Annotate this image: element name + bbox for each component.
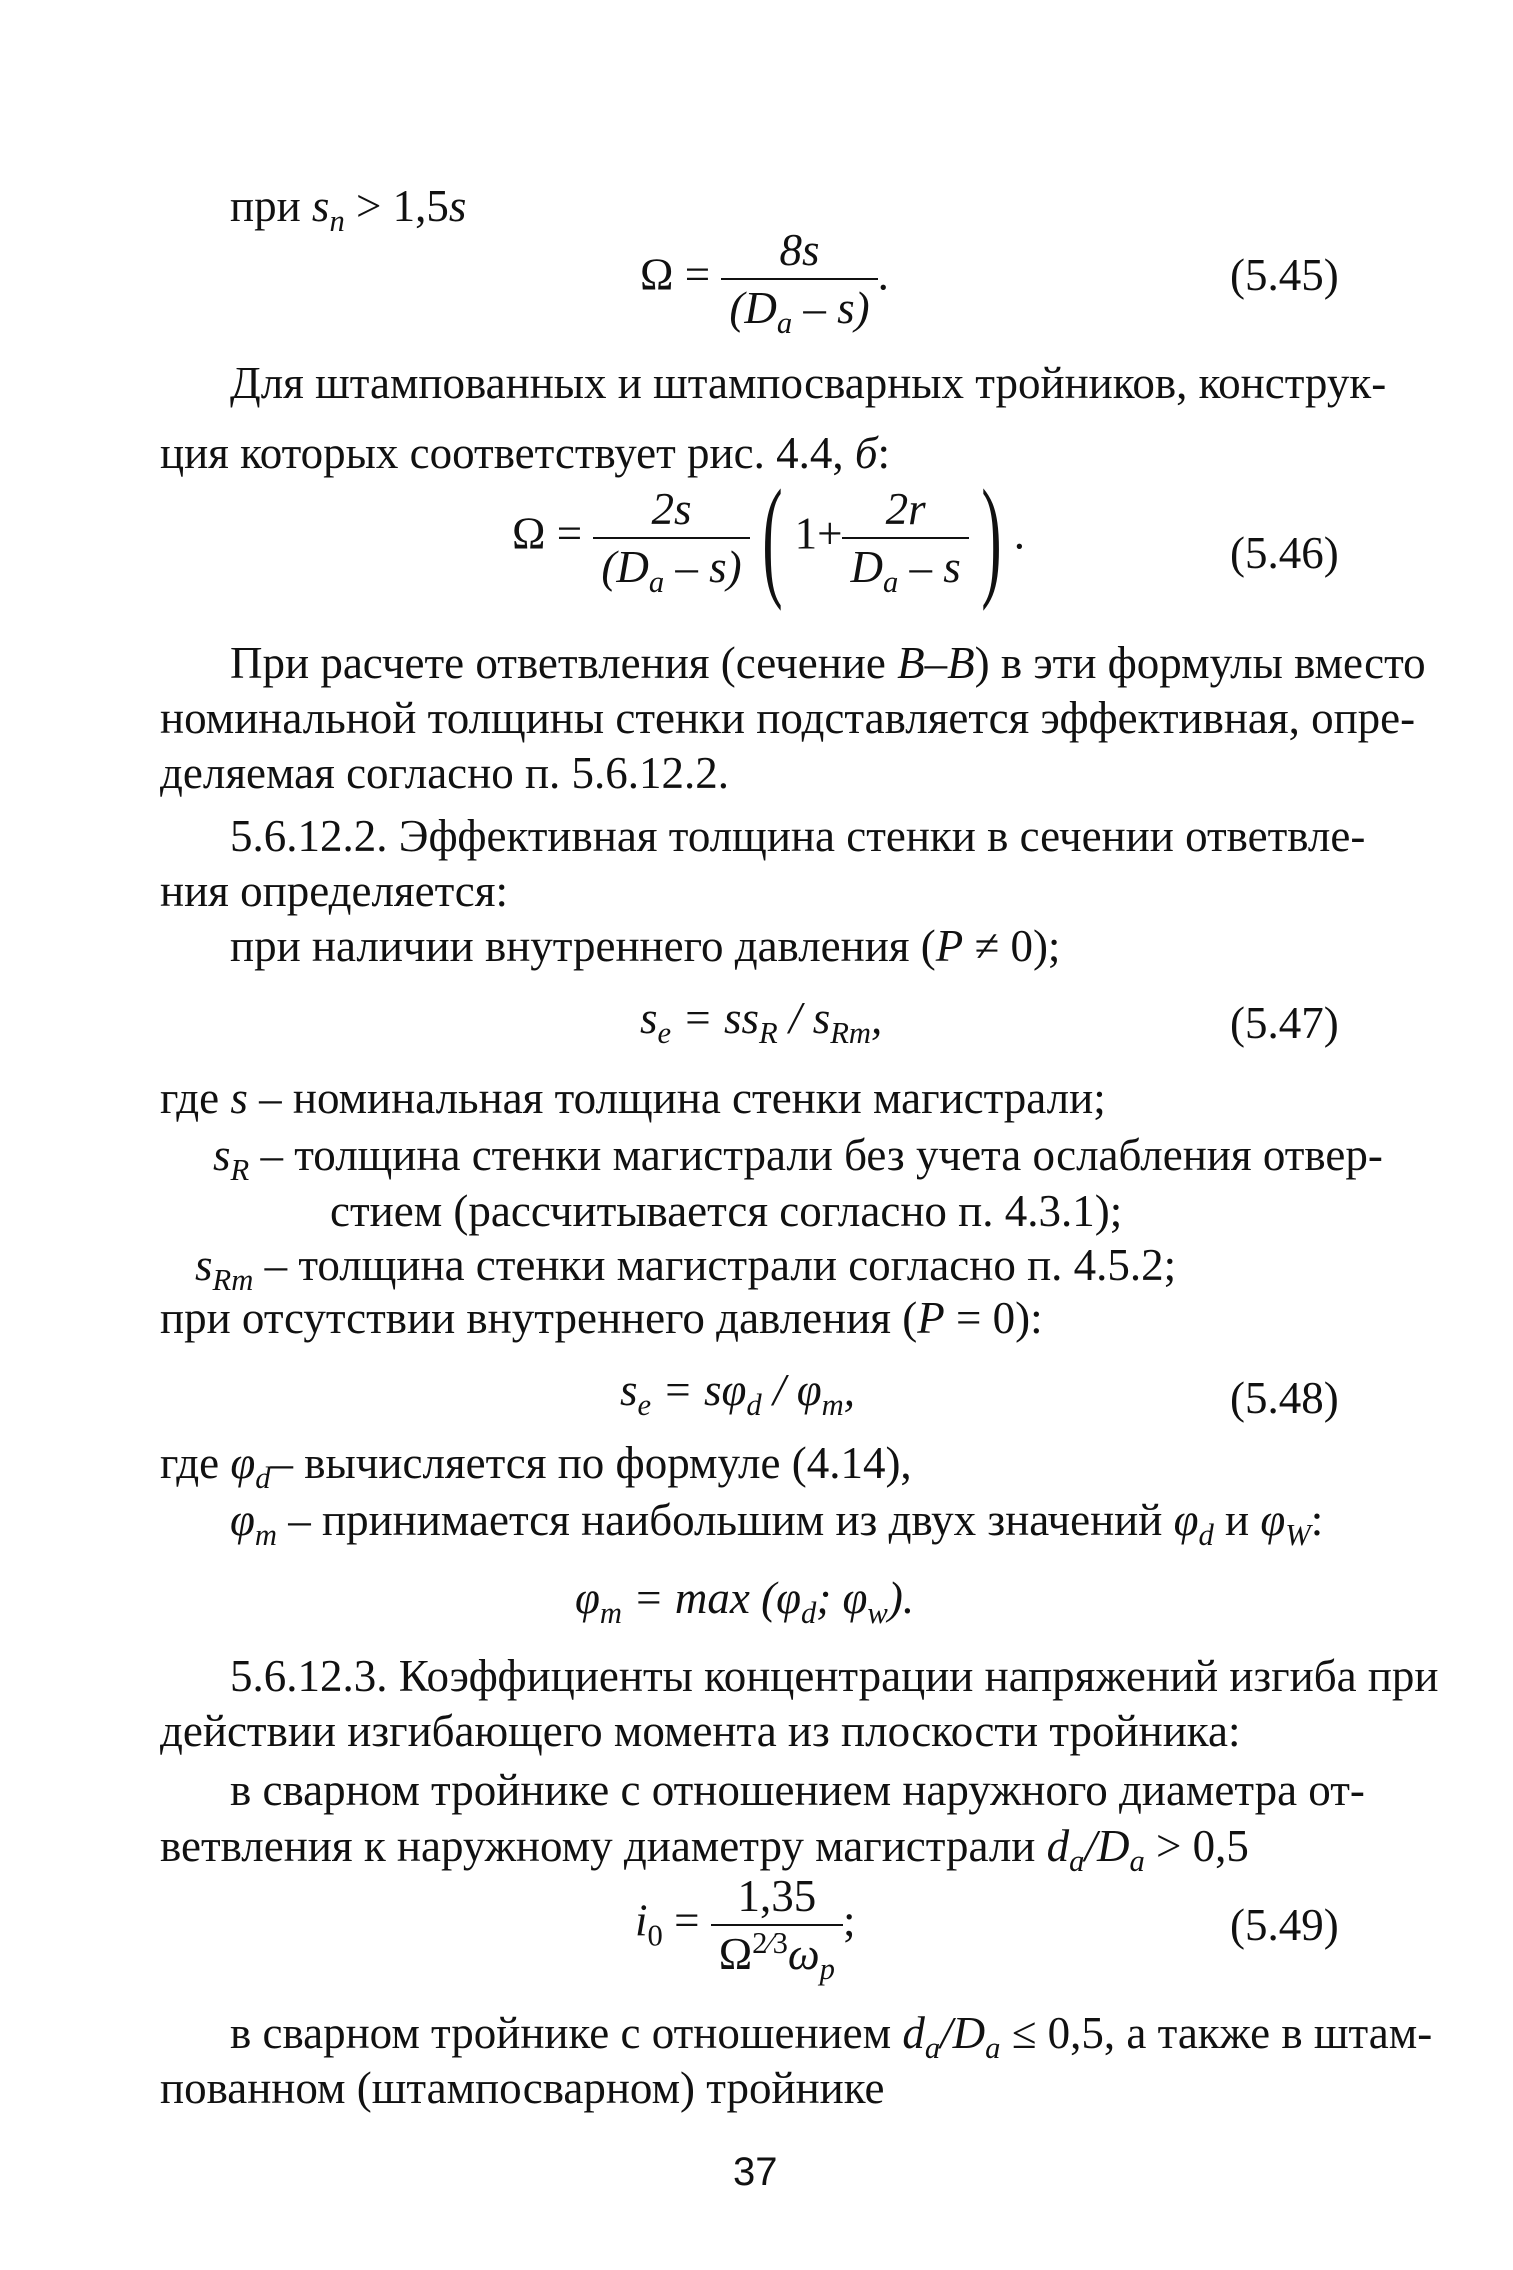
eq-lhs: Ω =	[512, 508, 583, 559]
paragraph-line: действии изгибающего момента из плоскости тройника:	[160, 1706, 1241, 1756]
paragraph-line: деляемая согласно п. 5.6.12.2.	[160, 748, 730, 798]
equation-5-49: $i_0$ = $\frac{1,35}{\Omega^{2⁄3}\omega_p}$ ;	[635, 1868, 855, 1982]
text: > 1,5	[344, 181, 449, 231]
paragraph-line: пованном (штампосварном) тройнике	[160, 2063, 885, 2113]
numerator: 8s	[779, 225, 820, 275]
where-line: стием (рассчитывается согласно п. 4.3.1);	[330, 1186, 1123, 1236]
equation-5-45	[640, 222, 889, 340]
equation-5-47: $s_e = ss_R / s_{Rm}$,	[640, 993, 883, 1050]
paragraph-line: номинальной толщины стенки подставляется эффективная, опре-	[160, 693, 1416, 743]
equation-5-48: $s_e = s\varphi_d / \varphi_m$,	[620, 1365, 855, 1422]
fraction	[721, 222, 877, 340]
paragraph-line: при наличии внутреннего давления (P ≠ 0);	[230, 921, 1061, 971]
right-paren: )	[981, 463, 1002, 612]
paragraph-line: при отсутствии внутреннего давления (P = 0):	[160, 1293, 1043, 1343]
eq-lhs: Ω =	[640, 249, 711, 300]
paragraph-line: 5.6.12.3. Коэффициенты концентрации напряжений изгиба при	[230, 1651, 1439, 1701]
where-line: $\varphi_m$ – принимается наибольшим из двух значений $\varphi_d$ и $\varphi_W$:	[230, 1495, 1324, 1552]
paragraph-line: ния определяется:	[160, 866, 508, 916]
paragraph-line: ция которых соответствует рис. 4.4, б:	[160, 428, 890, 478]
paragraph-line: 5.6.12.2. Эффективная толщина стенки в сечении ответвле-	[230, 811, 1366, 861]
paragraph-line: ветвления к наружному диаметру магистрали $d_a/D_a > 0,5$	[160, 1821, 1249, 1878]
where-line: $s_{Rm}$ – толщина стенки магистрали согласно п. 4.5.2;	[195, 1240, 1177, 1297]
inner-fraction: $\frac{2r}{D_a - s}$	[842, 481, 968, 595]
paragraph-line: в сварном тройнике с отношением наружного диаметра от-	[230, 1765, 1365, 1815]
text: при	[230, 181, 312, 231]
inner-text: 1+	[794, 508, 843, 559]
page-number: 37	[733, 2150, 778, 2194]
fraction: $\frac{1,35}{\Omega^{2⁄3}\omega_p}$	[711, 1868, 843, 1982]
paragraph-line: Для штампованных и штампосварных тройников, конструк-	[230, 358, 1387, 408]
condition-line	[230, 178, 467, 238]
equation-number: (5.47)	[1230, 998, 1339, 1048]
left-paren: (	[761, 463, 783, 612]
var: s	[311, 181, 330, 231]
denominator: $(D_a - s)$	[721, 278, 877, 336]
paragraph-line: в сварном тройнике с отношением $d_a/D_a \le 0,5$, а также в штам-	[230, 2008, 1433, 2065]
equation-5-46: Ω = $\frac{2s}{(D_a - s)}$ ( 1+ $\frac{2r}{D_a - s}$ ) .	[512, 463, 1025, 612]
where-line: где s – номинальная толщина стенки магистрали;	[160, 1073, 1106, 1123]
where-line: $s_R$ – толщина стенки магистрали без учета ослабления отвер-	[213, 1130, 1383, 1187]
where-line: где $\varphi_d-$ вычисляется по формуле (4.14),	[160, 1438, 912, 1495]
equation-number: (5.45)	[1230, 250, 1339, 300]
equation-phi-max: $\varphi_m = \max (\varphi_d$; $\varphi_w$).	[575, 1573, 915, 1630]
equation-number: (5.49)	[1230, 1900, 1339, 1950]
equation-number: (5.48)	[1230, 1373, 1339, 1423]
sub: n	[329, 204, 345, 238]
var: s	[448, 181, 467, 231]
eq-tail: .	[877, 249, 889, 300]
equation-number: (5.46)	[1230, 528, 1339, 578]
fraction: $\frac{2s}{(D_a - s)}$	[593, 481, 749, 595]
paragraph-line: При расчете ответвления (сечение B–B) в эти формулы вместо	[230, 638, 1426, 688]
